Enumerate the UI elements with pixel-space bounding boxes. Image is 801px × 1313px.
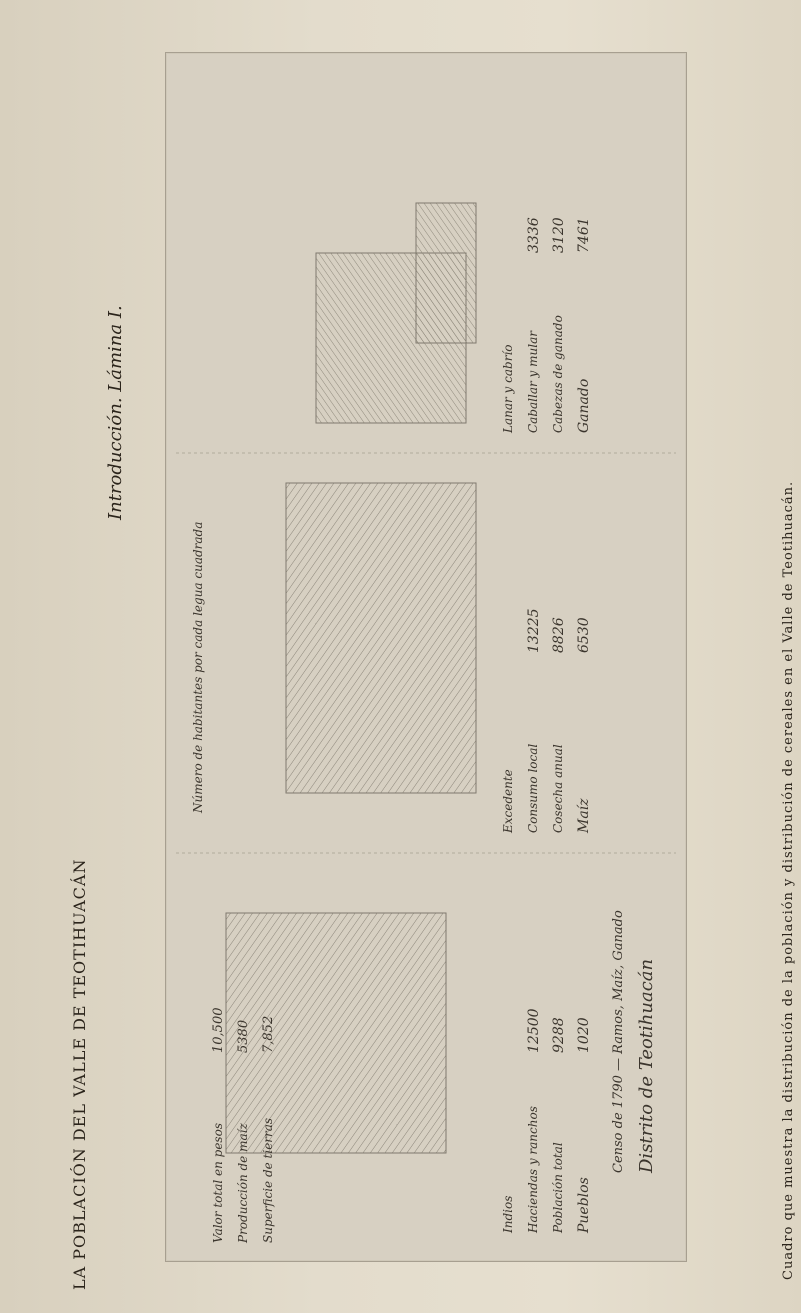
section-1-line-2: Haciendas y ranchos — [526, 1106, 540, 1233]
plate-subtitle-text: Censo de 1790 — Ramos, Maíz, Ganado — [611, 910, 626, 1173]
section-3-figure-1: 7461 — [576, 217, 592, 253]
section-2-name: Maíz — [576, 798, 592, 833]
section-1-figure-2: 9288 — [551, 1017, 567, 1053]
bar-block-4 — [416, 203, 476, 343]
footer-title — [70, 859, 89, 1290]
bottom-entry-1-line: Superficie de tierras — [261, 1117, 275, 1243]
section-2-figure-1: 6530 — [576, 617, 592, 653]
section-3-line-1: Cabezas de ganado — [551, 315, 565, 433]
bottom-entry-2-figure: 5380 — [236, 1019, 251, 1053]
section-1-figure-1: 1020 — [576, 1017, 592, 1053]
section-2-figure-3: 13225 — [526, 608, 542, 653]
section-2-figure-2: 8826 — [551, 617, 567, 653]
section-3-line-3: Lanar y cabrío — [501, 344, 515, 433]
footer-plate-label — [105, 305, 126, 520]
section-1-line-1: Población total — [551, 1142, 565, 1233]
footer-title-text: LA POBLACIÓN DEL VALLE DE TEOTIHUACÁN — [70, 858, 89, 1290]
section-2-line-3: Excedente — [501, 769, 515, 833]
bar-block-1 — [226, 913, 446, 1153]
running-header — [781, 481, 796, 1280]
running-header-text: Cuadro que muestra la distribución de la población y distribución de cereales en el Valle de Teotihuacán. — [781, 480, 796, 1280]
bottom-entry-3-figure: 10,500 — [211, 1007, 226, 1053]
section-3-name: Ganado — [576, 378, 592, 433]
bottom-entry-1-figure: 7,852 — [261, 1015, 276, 1053]
bottom-entry-2-line: Producción de maíz — [236, 1123, 250, 1243]
plate-subtitle — [611, 910, 626, 1173]
section-1-figure-3: 12500 — [526, 1008, 542, 1053]
footer-plate-label-text: Introducción. Lámina I. — [105, 305, 126, 520]
plate-graphics — [166, 53, 686, 1261]
bottom-entry-3-line: Valor total en pesos — [211, 1123, 225, 1243]
plate-title-text: Distrito de Teotihuacán — [636, 958, 657, 1173]
bar-block-2 — [286, 483, 476, 793]
section-1-name: Pueblos — [576, 1177, 592, 1233]
section-3-figure-3: 3336 — [526, 217, 542, 253]
section-1-line-3: Indios — [501, 1195, 515, 1233]
section-2-line-2: Consumo local — [526, 743, 540, 833]
plate-caption: Número de habitantes por cada legua cuadrada — [191, 521, 205, 813]
section-2-line-1: Cosecha anual — [551, 744, 565, 833]
plate — [165, 52, 687, 1262]
section-3-line-2: Caballar y mular — [526, 331, 540, 433]
section-3-figure-2: 3120 — [551, 217, 567, 253]
plate-title — [636, 959, 657, 1173]
